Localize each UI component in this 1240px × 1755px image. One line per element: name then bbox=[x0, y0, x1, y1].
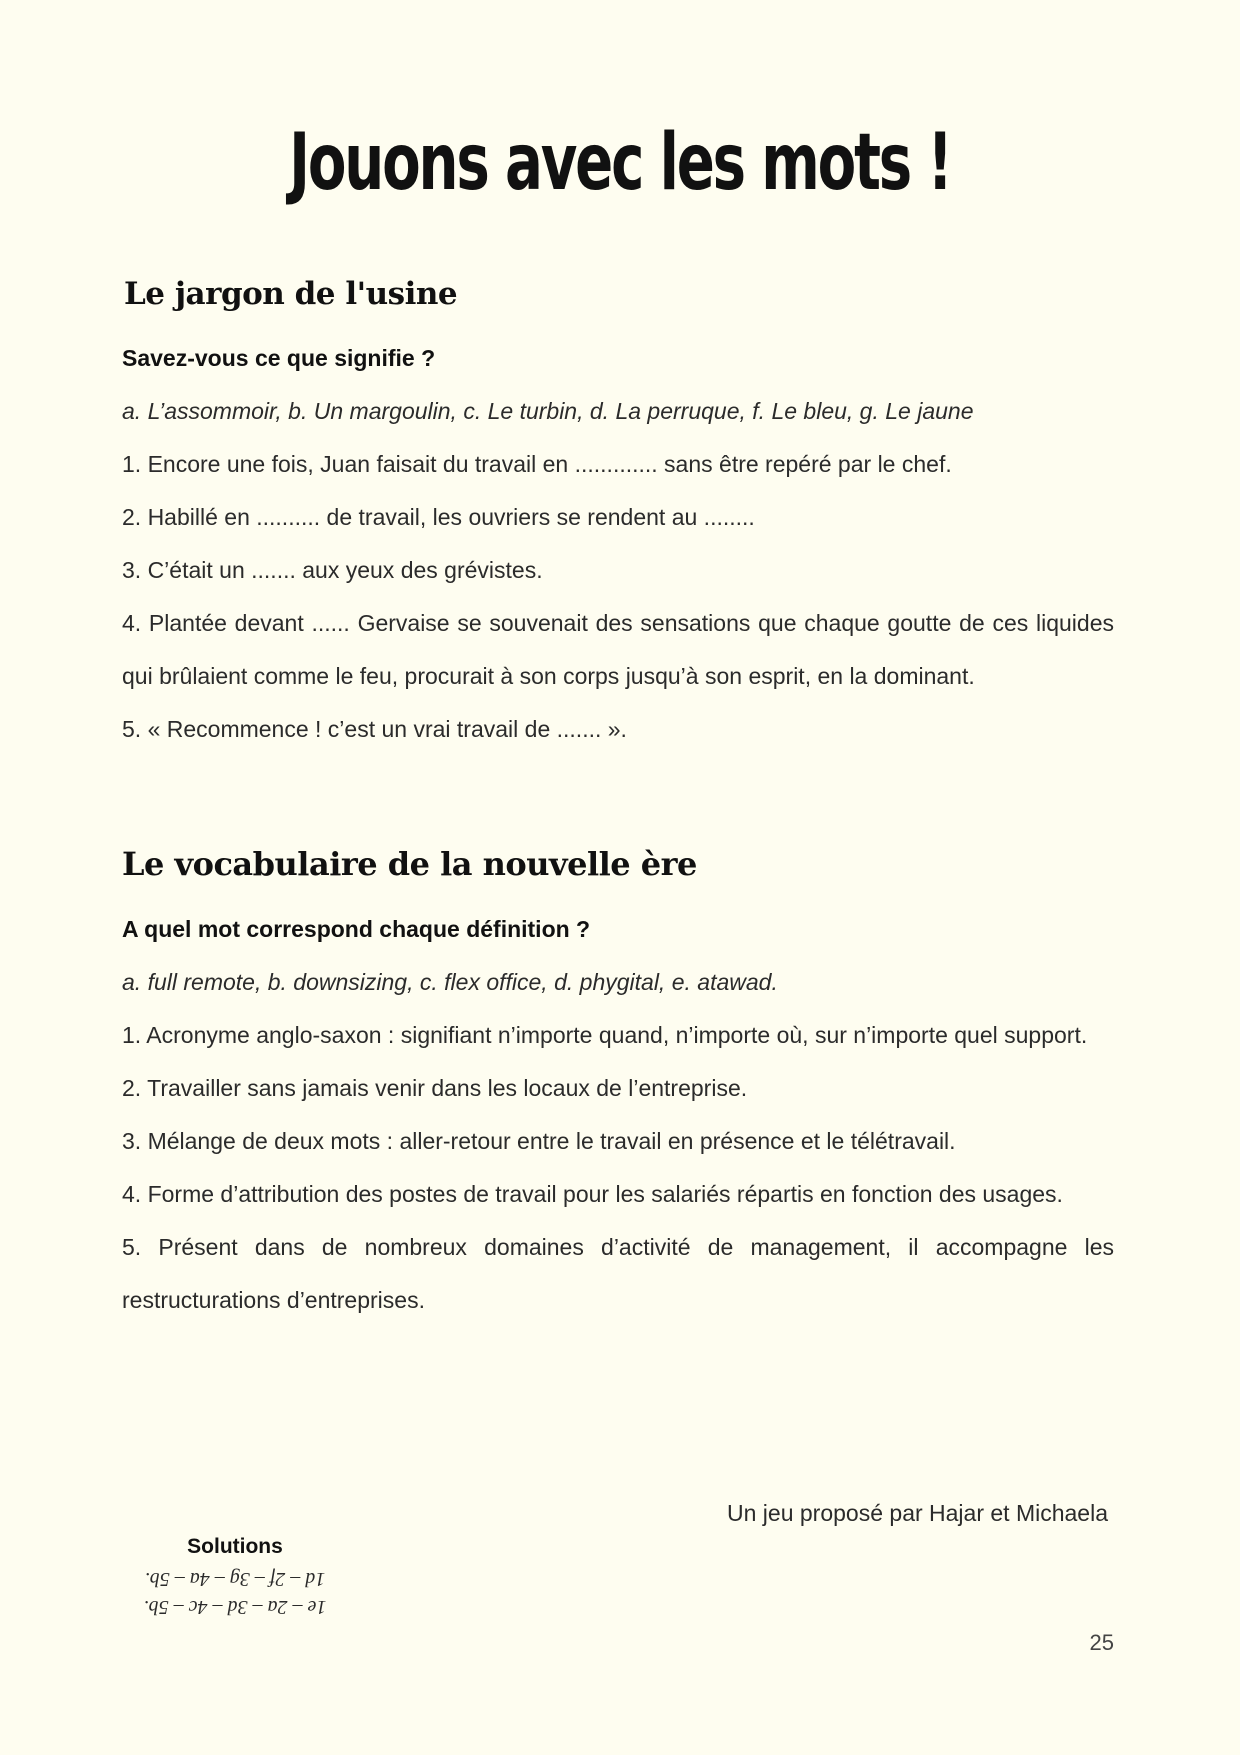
section-vocabulaire bbox=[122, 845, 1114, 1327]
page-title: Jouons avec les mots ! bbox=[289, 118, 951, 208]
exercise-item: 3. C’était un ....... aux yeux des grévistes. bbox=[122, 557, 543, 583]
exercise-item: 2. Travailler sans jamais venir dans les locaux de l’entreprise. bbox=[122, 1075, 748, 1101]
section-heading: Le jargon de l'usine bbox=[124, 276, 458, 312]
page-number: 25 bbox=[1089, 1630, 1114, 1655]
exercise-item: 1. Acronyme anglo-saxon : signifiant n’importe quand, n’importe où, sur n’importe quel support. bbox=[122, 1022, 1088, 1048]
exercise-item: 4. Plantée devant ...... Gervaise se souvenait des sensations que chaque goutte de ces liquides qui brûlaient comme le feu, procurait à son corps jusqu’à son esprit, en la dominant. bbox=[122, 610, 1114, 689]
solution-line: 1e – 2a – 3d – 4c – 5b. bbox=[143, 1596, 327, 1618]
exercise-item: 2. Habillé en .......... de travail, les ouvriers se rendent au ........ bbox=[122, 504, 755, 530]
solution-line: 1d – 2f – 3g – 4a – 5b. bbox=[144, 1568, 326, 1590]
solutions-box bbox=[120, 1535, 350, 1621]
exercise-item: 5. « Recommence ! c’est un vrai travail de ....... ». bbox=[122, 716, 627, 742]
section-question: A quel mot correspond chaque définition ? bbox=[122, 916, 591, 942]
section-question: Savez-vous ce que signifie ? bbox=[122, 345, 436, 371]
word-list: a. full remote, b. downsizing, c. flex office, d. phygital, e. atawad. bbox=[122, 969, 778, 995]
exercise-item: 4. Forme d’attribution des postes de travail pour les salariés répartis en fonction des usages. bbox=[122, 1181, 1063, 1207]
exercise-item: 3. Mélange de deux mots : aller-retour entre le travail en présence et le télétravail. bbox=[122, 1128, 956, 1154]
exercise-item: 1. Encore une fois, Juan faisait du travail en ............. sans être repéré par le chef. bbox=[122, 451, 952, 477]
section-heading: Le vocabulaire de la nouvelle ère bbox=[122, 845, 697, 883]
author-credit: Un jeu proposé par Hajar et Michaela bbox=[727, 1500, 1108, 1526]
solutions-label: Solutions bbox=[187, 1535, 283, 1558]
exercise-item: 5. Présent dans de nombreux domaines d’activité de management, il accompagne les restructurations d’entreprises. bbox=[122, 1234, 1114, 1313]
word-list: a. L’assommoir, b. Un margoulin, c. Le turbin, d. La perruque, f. Le bleu, g. Le jaune bbox=[122, 398, 974, 424]
section-jargon bbox=[122, 276, 1114, 756]
